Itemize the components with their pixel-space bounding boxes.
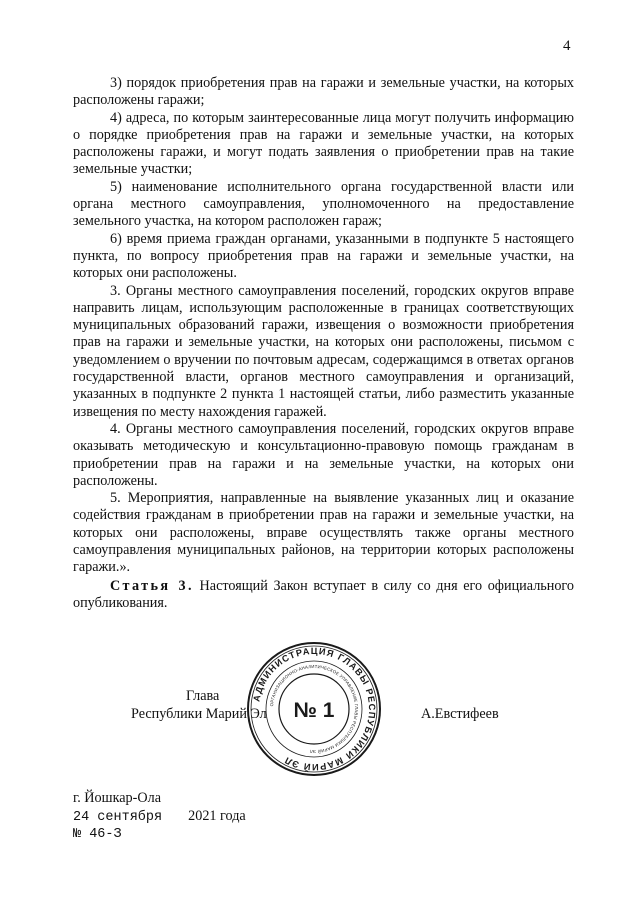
paragraph: 5) наименование исполнительного органа государственной власти или органа местного самоуправления, уполномоченного на предоставление земельного участка, на котором расположен гараж; (73, 178, 574, 230)
document-body (73, 75, 574, 612)
signature-name: А.Евстифеев (421, 706, 499, 722)
seal-outer-text: АДМИНИСТРАЦИЯ ГЛАВЫ РЕСПУБЛИКИ МАРИЙ ЭЛ (251, 645, 378, 773)
page-number: 4 (563, 38, 571, 54)
paragraph: 6) время приема граждан органами, указанными в подпункте 5 настоящего пункта, по вопросу приобретения прав на гаражи и земельные участки, на которых они расположены. (73, 230, 574, 282)
article-3-label: Статья 3. (110, 577, 194, 594)
law-number: № 46-З (73, 827, 122, 842)
signature-title-line2: Республики Марий Эл (131, 706, 267, 722)
article-3-text: Настоящий Закон вступает в силу со дня его официального опубликования. (73, 577, 574, 611)
paragraph: 4. Органы местного самоуправления поселений, городских округов вправе оказывать методическую и консультационно-правовую помощь гражданам в приобретении прав на гаражи и на земельные участки, на которых они расположены. (73, 420, 574, 489)
official-seal-stamp (245, 640, 383, 778)
seal-number: № 1 (293, 699, 335, 722)
footer-date (73, 808, 246, 826)
footer-place: г. Йошкар-Ола (73, 790, 161, 806)
paragraph: 3) порядок приобретения прав на гаражи и земельные участки, на которых расположены гаражи; (73, 75, 574, 109)
seal-inner-text: ОРГАНИЗАЦИОННО-АНАЛИТИЧЕСКОЕ УПРАВЛЕНИЕ ГЛАВЫ РЕСПУБЛИКИ МАРИЙ ЭЛ (269, 663, 360, 755)
article-3-paragraph (73, 578, 574, 613)
paragraph: 3. Органы местного самоуправления поселений, городских округов вправе направить лицам, использующим расположенные в границах соответствующих муниципальных образований гаражи, извещения о возможности приобретения прав на гаражи и земельные участки, на которых они расположены, письмом с уведомлением о вручении по почтовым адресам, содержащимся в ответах органов государственной власти, органов местного самоуправления и организаций, указанных в подпункте 2 пункта 1 настоящей статьи, либо разместить указанные извещения по месту нахождения гаражей. (73, 282, 574, 420)
date-year: 2021 года (188, 808, 246, 824)
signature-title-line1: Глава (186, 688, 220, 704)
paragraph: 4) адреса, по которым заинтересованные лица могут получить информацию о порядке приобретения прав на гаражи и земельные участки, на которых расположены гаражи, и могут подать заявления о приобретении прав на такие земельные участки; (73, 109, 574, 178)
date-day-month: 24 сентября (73, 810, 163, 825)
paragraph: 5. Мероприятия, направленные на выявление указанных лиц и оказание содействия гражданам в приобретении прав на гаражи и земельные участки, на которых они расположены, вправе осуществлять также органы местного самоуправления муниципальных районов, на территории которых расположены гаражи.». (73, 490, 574, 576)
